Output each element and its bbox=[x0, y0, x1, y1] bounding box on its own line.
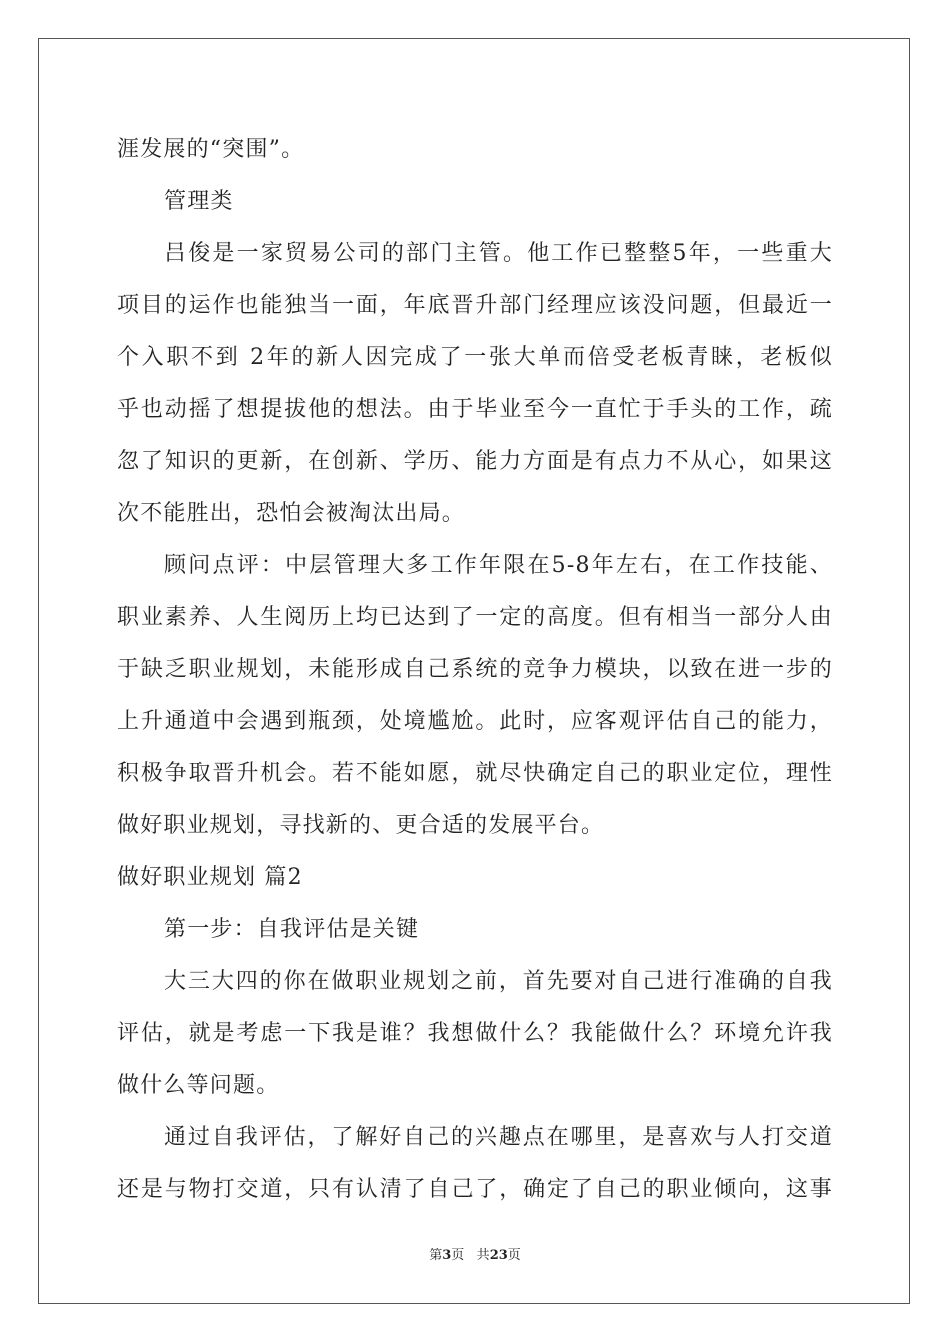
text-line: 还是与物打交道，只有认清了自己了，确定了自己的职业倾向，这事 bbox=[117, 1177, 833, 1202]
step-heading: 第一步：自我评估是关键 bbox=[164, 917, 420, 942]
text-line: 评估，就是考虑一下我是谁？我想做什么？我能做什么？环境允许我 bbox=[117, 1021, 833, 1046]
total-prefix: 共 bbox=[476, 1248, 490, 1263]
text-line: 做好职业规划，寻找新的、更合适的发展平台。 bbox=[117, 813, 605, 838]
text-line: 吕俊是一家贸易公司的部门主管。他工作已整整5年，一些重大 bbox=[164, 241, 833, 266]
text-line: 项目的运作也能独当一面，年底晋升部门经理应该没问题，但最近一 bbox=[117, 293, 833, 318]
page-current: 3 bbox=[442, 1248, 452, 1263]
text-line: 涯发展的“突围”。 bbox=[117, 137, 305, 162]
text-line: 次不能胜出，恐怕会被淘汰出局。 bbox=[117, 501, 466, 526]
document-body bbox=[117, 124, 833, 1216]
total-suffix: 页 bbox=[507, 1248, 521, 1263]
text-line: 大三大四的你在做职业规划之前，首先要对自己进行准确的自我 bbox=[164, 969, 833, 994]
article-title: 做好职业规划 篇2 bbox=[117, 865, 303, 890]
page-footer bbox=[0, 1244, 950, 1263]
text-line: 忽了知识的更新，在创新、学历、能力方面是有点力不从心，如果这 bbox=[117, 449, 833, 474]
text-line: 乎也动摇了想提拔他的想法。由于毕业至今一直忙于手头的工作，疏 bbox=[117, 397, 833, 422]
page-prefix: 第 bbox=[429, 1248, 443, 1263]
text-line: 职业素养、人生阅历上均已达到了一定的高度。但有相当一部分人由 bbox=[117, 605, 833, 630]
section-heading: 管理类 bbox=[164, 189, 234, 214]
text-line: 于缺乏职业规划，未能形成自己系统的竞争力模块，以致在进一步的 bbox=[117, 657, 833, 682]
text-line: 通过自我评估，了解好自己的兴趣点在哪里，是喜欢与人打交道 bbox=[164, 1125, 833, 1150]
text-line: 积极争取晋升机会。若不能如愿，就尽快确定自己的职业定位，理性 bbox=[117, 761, 833, 786]
page-suffix: 页 bbox=[451, 1248, 465, 1263]
text-line: 顾问点评：中层管理大多工作年限在5-8年左右，在工作技能、 bbox=[164, 553, 833, 578]
text-line: 做什么等问题。 bbox=[117, 1073, 280, 1098]
text-line: 个入职不到 2年的新人因完成了一张大单而倍受老板青睐，老板似 bbox=[117, 345, 833, 370]
text-line: 上升通道中会遇到瓶颈，处境尴尬。此时，应客观评估自己的能力， bbox=[117, 709, 833, 734]
page-total: 23 bbox=[489, 1248, 508, 1263]
